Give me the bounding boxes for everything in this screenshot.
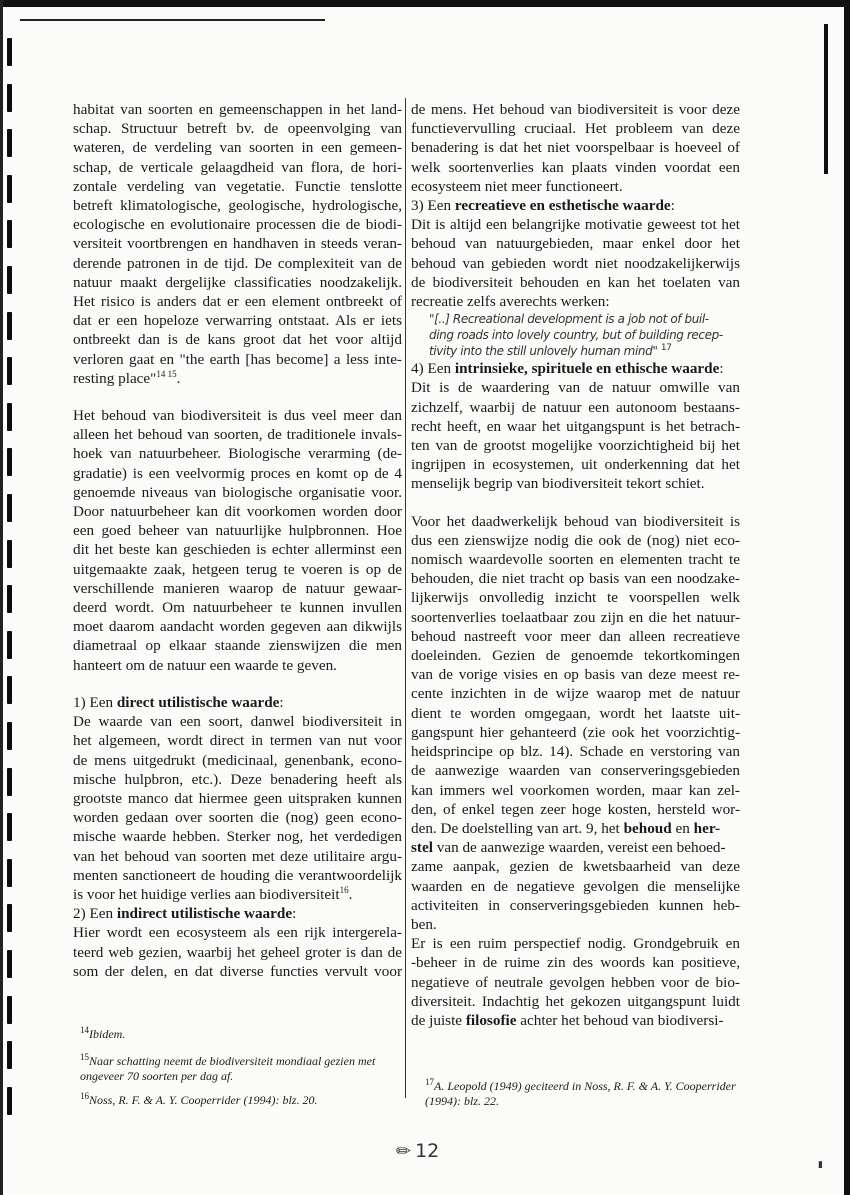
text-line: de mens uitgedrukt (medicinaal, genenbank, econo-: [73, 751, 402, 769]
text-line: stel van de aanwezige waarden, vereist een behoed-: [411, 839, 726, 857]
corner-mark: ▮: [818, 1160, 823, 1170]
text-line: Door natuurbeheer kan dit voorkomen worden door: [73, 503, 402, 521]
text-line: behoud van natuurgebieden, maar enkel door het: [411, 235, 740, 253]
text-line: resting place"$^{14 15}$.: [73, 368, 181, 387]
binder-hole: [7, 1041, 12, 1069]
text-line: een goed beheer van natuurlijke hulpbronnen. Hoe: [73, 522, 402, 540]
left-column: [73, 100, 402, 981]
footnotes-left: [80, 1027, 402, 1108]
text-line: -beheer in de ruime zin des woords kan positieve,: [411, 954, 740, 972]
binder-hole: [7, 220, 12, 248]
text-line: dit het beste kan geschieden is echter allerminst een: [73, 541, 402, 559]
text-line: nomisch waardevolle soorten en elementen tracht te: [411, 551, 740, 569]
binder-hole: [7, 403, 12, 431]
text-line: dat er een hopeloze verwarring ontstaat. Als er iets: [73, 312, 402, 330]
text-line: uitgemaakte zaak, hetgeen terug te voeren is op de: [73, 560, 402, 578]
text-line: de aanwezige waarden van conserveringsgebieden: [411, 762, 740, 780]
quote-line: tivity into the still unlovely human mind" $^{17}$: [429, 343, 672, 359]
footnote-14: $^{14}$Ibidem.: [80, 1025, 126, 1041]
scan-edge-right: [844, 0, 850, 1195]
text-line: De waarde van een soort, danwel biodiversiteit in: [73, 713, 402, 731]
binder-hole: [7, 631, 12, 659]
text-line: deerd wordt. Om natuurbeheer te kunnen invullen: [73, 599, 402, 617]
text-line: menselijk begrip van biodiversiteit tekort schiet.: [411, 475, 705, 493]
text-line: verschillende manieren waarop de natuur gewaar-: [73, 579, 402, 597]
text-line: genoemde niveaus van biologische organisatie voor.: [73, 483, 402, 501]
text-line: Dit is de waardering van de natuur omwille van: [411, 379, 740, 397]
binder-hole: [7, 676, 12, 704]
text-line: waarden en de negatieve gevolgen die menselijke: [411, 877, 740, 895]
text-line: ben.: [411, 915, 437, 933]
scan-edge-top: [0, 0, 850, 7]
text-line: functievervulling cruciaal. Het probleem van deze: [411, 120, 740, 138]
heading-intrinsic: 4) Een intrinsieke, spirituele en ethische waarde:: [411, 360, 724, 378]
text-line: hanteert om de natuur een waarde te geven.: [73, 656, 337, 674]
text-line: cente inzichten in de wijze waarop met de natuur: [411, 685, 740, 703]
text-line: schap, de verticale gelaagdheid van flora, de hori-: [73, 158, 402, 176]
binder-hole: [7, 722, 12, 750]
binder-hole: [7, 175, 12, 203]
text-line: gradatie) is een veelvormig proces en komt op de 4: [73, 464, 402, 482]
binder-hole: [7, 494, 12, 522]
binder-hole: [7, 448, 12, 476]
text-line: Hier wordt een ecosysteem als een rijk intergerela-: [73, 924, 402, 942]
text-line: hoek van natuurbeheer. Biologische verarming (de-: [73, 445, 402, 463]
text-line: natuur maakt dergelijke classificaties noodzakelijk.: [73, 273, 402, 291]
right-column: [411, 100, 740, 1030]
paragraph-biodiversity-behoud: [73, 406, 402, 675]
text-line: activiteiten in conserveringsgebieden kunnen heb-: [411, 896, 740, 914]
text-line: zontale verdeling van vegetatie. Functie tenslotte: [73, 177, 402, 195]
text-line: grootste manco dat hiermee geen uitspraken kunnen: [73, 789, 402, 807]
text-line: zichzelf, waarbij de natuur een autonoom bestaans-: [411, 398, 740, 416]
text-line: Dit is altijd een belangrijke motivatie geweest tot het: [411, 216, 740, 234]
text-line: heidsprincipe op blz. 14). Schade en verstoring van: [411, 743, 740, 761]
text-line: derende patronen in de tijd. De complexiteit van de: [73, 254, 402, 272]
binder-hole: [7, 266, 12, 294]
text-line: ingrijpen in ecosystemen, uit onderkenning dat het: [411, 456, 740, 474]
text-line: welk soortenverlies kan plaats vinden voordat een: [411, 158, 740, 176]
text-line: is voor het huidige verlies aan biodiversiteit$^{16}$.: [73, 884, 353, 903]
paragraph-perspectief: [411, 934, 740, 1030]
text-line: Voor het daadwerkelijk behoud van biodiversiteit is: [411, 512, 740, 530]
text-line: wateren, de verdeling van soorten in een gemeen-: [73, 139, 402, 157]
paragraph-continuation: [411, 100, 740, 196]
heading-recreational: 3) Een recreatieve en esthetische waarde:: [411, 197, 675, 215]
text-line: teerd web gezien, waarbij het geheel groter is dan de: [73, 943, 402, 961]
text-line: het algemeen, wordt direct in termen van nut voor: [73, 732, 402, 750]
binder-hole: [7, 813, 12, 841]
footnote-16: $^{16}$Noss, R. F. & A. Y. Cooperrider (1994): blz. 20.: [80, 1091, 318, 1107]
paragraph-direct-utilistic: [73, 712, 402, 904]
paragraph-intrinsic: [411, 378, 740, 493]
binder-hole: [7, 540, 12, 568]
scan-edge-left: [0, 0, 3, 1195]
text-line: Het behoud van biodiversiteit is dus veel meer dan: [73, 407, 402, 425]
binder-hole: [7, 357, 12, 385]
paragraph-indirect-utilistic: [73, 923, 402, 981]
binder-hole: [7, 904, 12, 932]
text-line: som der delen, en dat diverse functies vervult voor: [73, 962, 402, 980]
text-line: menten sanctioneert de houding die verantwoordelijk: [73, 866, 402, 884]
quote-line: ding roads into lovely country, but of building recep-: [429, 328, 723, 343]
text-line: den. De doelstelling van art. 9, het behoud en her-: [411, 819, 721, 837]
text-line: mische hulpbron, etc.). Deze benadering heeft als: [73, 770, 402, 788]
text-line: den, of enkel tegen zeer hoge kosten, hersteld wor-: [411, 800, 740, 818]
column-divider: [405, 98, 406, 1098]
quote-line: "[..] Recreational development is a job not of buil-: [429, 312, 709, 327]
text-line: alleen het behoud van soorten, de traditionele invals-: [73, 426, 402, 444]
footnote-17: $^{17}$A. Leopold (1949) geciteerd in Noss, R. F. & A. Y. Cooperrider (1994): blz. 22.: [425, 1077, 736, 1108]
text-line: diversiteit. Indachtig het gekozen uitgangspunt luidt: [411, 992, 740, 1010]
margin-bar: [824, 24, 828, 174]
binder-hole: [7, 129, 12, 157]
text-line: ecologische en evolutionaire processen die de biodi-: [73, 216, 402, 234]
text-line: dus een zienswijze nodig die ook de (nog) niet eco-: [411, 531, 740, 549]
text-line: versiteit voortbrengen en handhaven in steeds veran-: [73, 235, 402, 253]
text-line: worden gedaan over soorten die (nog) geen econo-: [73, 809, 402, 827]
footnotes-right: [425, 1079, 745, 1109]
text-line: kan immers wel voorkomen worden, maar kan zel-: [411, 781, 740, 799]
text-line: behouden, die niet tracht op basis van een noodzake-: [411, 570, 740, 588]
binder-hole: [7, 38, 12, 66]
text-line: benadering is dat het niet voorspelbaar is hoeveel of: [411, 139, 740, 157]
text-line: schap. Structuur betreft bv. de opeenvolging van: [73, 120, 402, 138]
binder-hole: [7, 950, 12, 978]
binder-hole: [7, 84, 12, 112]
text-line: de mens. Het behoud van biodiversiteit is voor deze: [411, 101, 740, 118]
text-line: recreatie zelfs averechts werken:: [411, 293, 610, 311]
text-line: ten van de grootst mogelijke voorzichtigheid bij het: [411, 437, 740, 455]
heading-indirect-utilistic: 2) Een indirect utilistische waarde:: [73, 905, 297, 923]
text-line: negatieve of neutrale gevolgen hebben voor de bio-: [411, 973, 740, 991]
text-line: habitat van soorten en gemeenschappen in het land-: [73, 101, 402, 118]
text-line: soortenverlies toelaatbaar zou zijn en die het natuur-: [411, 608, 740, 626]
text-line: de juiste filosofie achter het behoud van biodiversi-: [411, 1011, 724, 1029]
text-line: moet daarom aandacht worden gegeven aan dikwijls: [73, 618, 402, 636]
text-line: ontbreekt dan is de kans groot dat het voor altijd: [73, 331, 402, 349]
text-line: de biodiversiteit behouden en kan het toelaten van: [411, 273, 740, 291]
text-line: dient te worden omgegaan, wordt het laatste uit-: [411, 704, 740, 722]
text-line: zame aanpak, gezien de kwetsbaarheid van deze: [411, 858, 740, 876]
block-quote: [411, 311, 740, 359]
paragraph-recreational: [411, 215, 740, 311]
text-line: doeleinden. Gezien de genoemde tekortkomingen: [411, 647, 740, 665]
text-line: van de vorige visies en op basis van deze meest re-: [411, 666, 740, 684]
page-number: [396, 1140, 439, 1162]
heading-direct-utilistic: 1) Een direct utilistische waarde:: [73, 693, 284, 711]
pencil-icon: ✏: [396, 1141, 412, 1162]
text-line: ecosysteem niet meer functioneert.: [411, 177, 623, 195]
text-line: behoud nastreeft voor meer dan alleen recreatieve: [411, 627, 740, 645]
page-number-value: 12: [415, 1140, 440, 1162]
binder-hole: [7, 585, 12, 613]
text-line: behoud van gebieden wordt niet noodzakelijkerwijs: [411, 254, 740, 272]
header-rule: [20, 19, 325, 21]
binder-hole: [7, 1087, 12, 1115]
text-line: betreft klimatologische, geologische, hydrologische,: [73, 197, 402, 215]
binder-hole: [7, 768, 12, 796]
binder-hole: [7, 312, 12, 340]
text-line: gangspunt hier gehanteerd (zie ook het voorzichtig-: [411, 723, 740, 741]
text-line: recht heeft, en waar het uitgangspunt is het betrach-: [411, 417, 740, 435]
text-line: mische waarde hebben. Sterker nog, het verdedigen: [73, 828, 402, 846]
text-line: verloren gaat en "the earth [has become] a less inte-: [73, 350, 402, 368]
footnote-15: $^{15}$Naar schatting neemt de biodiversiteit mondiaal gezien met ongeveer 70 soorten per dag af.: [80, 1052, 376, 1083]
paragraph-daadwerkelijk: [411, 512, 740, 934]
paragraph-habitat: [73, 100, 402, 388]
text-line: Het risico is anders dat er een element ontbreekt of: [73, 293, 402, 311]
text-line: Er is een ruim perspectief nodig. Grondgebruik en: [411, 935, 740, 953]
text-line: lijkerwijs onvolledig inzicht te voorspellen welk: [411, 589, 740, 607]
text-line: van het behoud van soorten met deze utilitaire argu-: [73, 847, 402, 865]
text-line: diametraal op elkaar staande zienswijzen die men: [73, 637, 402, 655]
binder-hole: [7, 859, 12, 887]
binder-hole: [7, 996, 12, 1024]
